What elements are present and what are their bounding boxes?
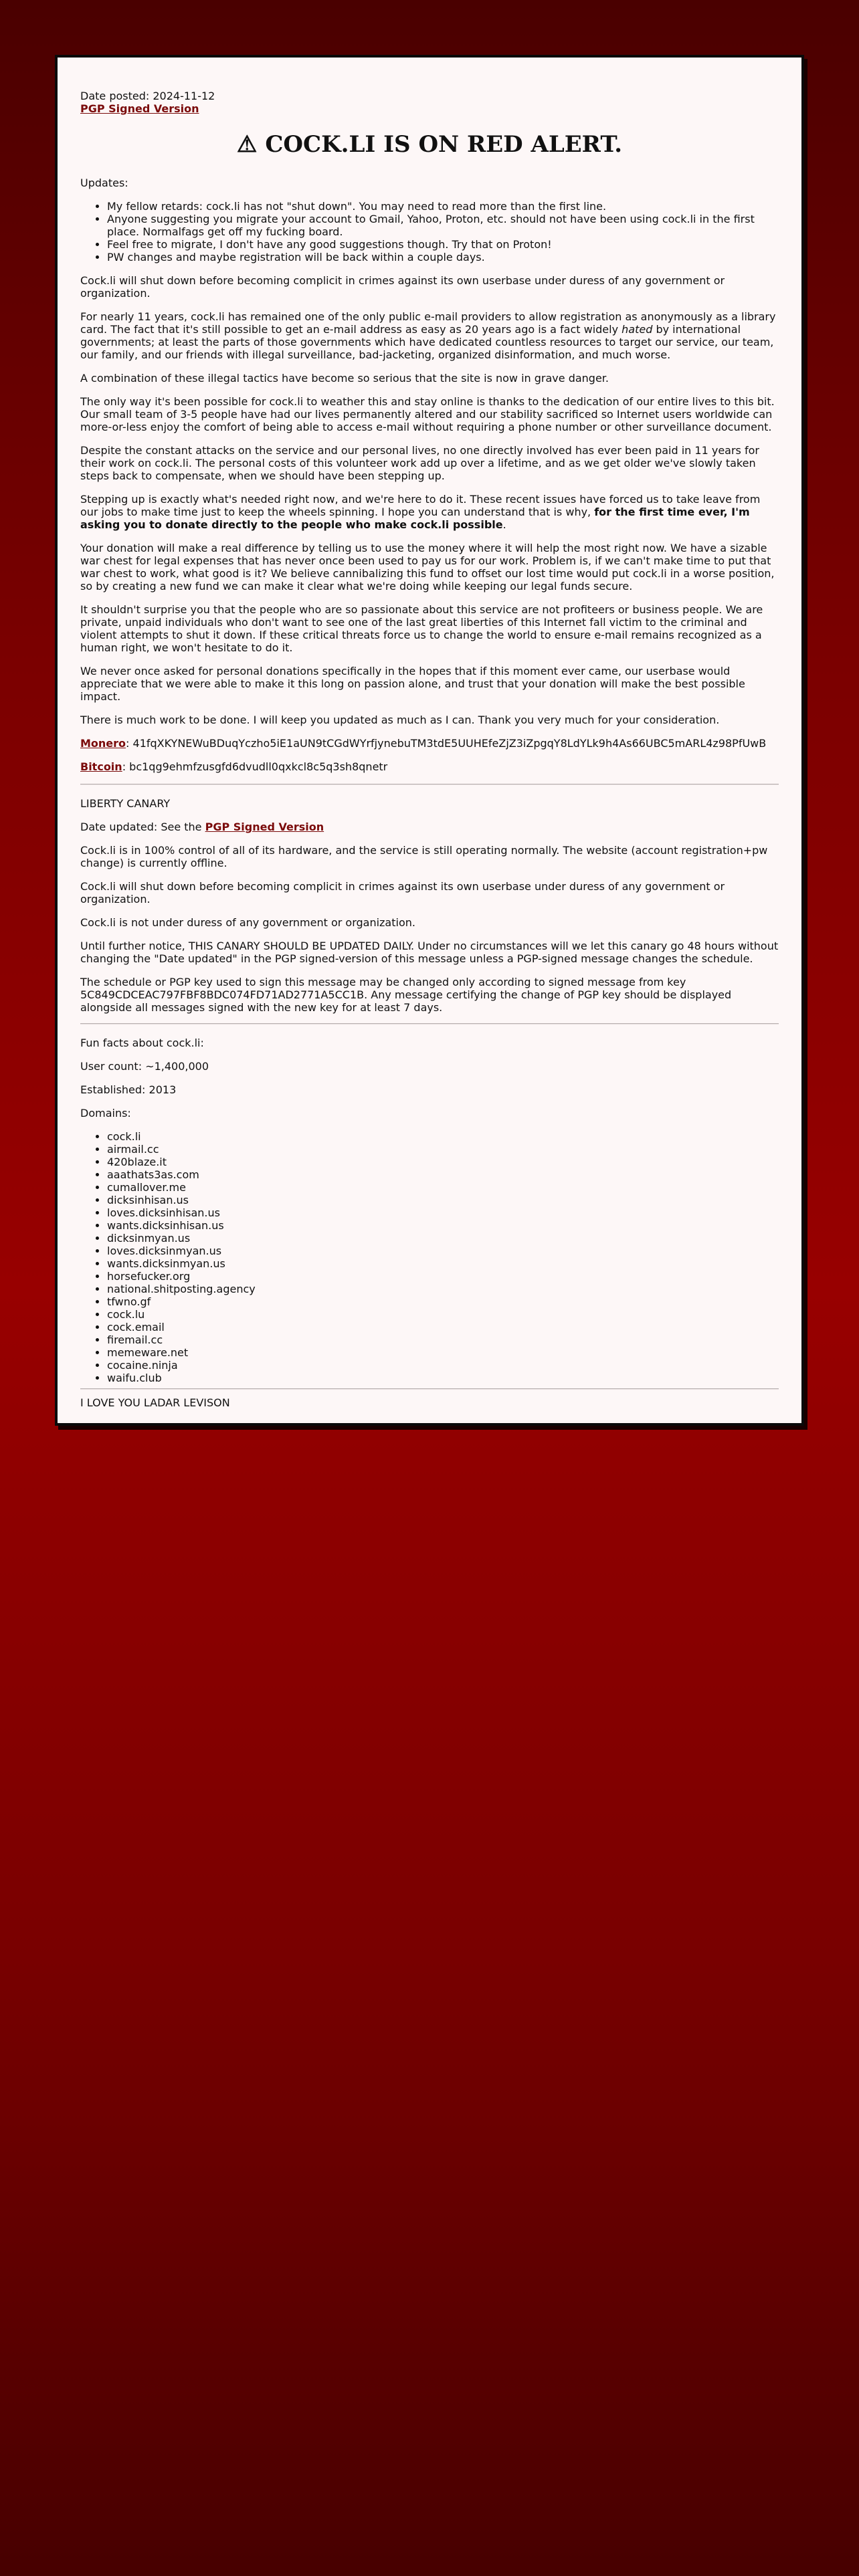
body-paragraph: Cock.li will shut down before becoming complicit in crimes against its own userbase under duress of any government or organization.	[80, 274, 725, 300]
domain-item: • memeware.net	[107, 1346, 779, 1359]
canary-paragraph: The schedule or PGP key used to sign this message may be changed only according to signed message from key 5C849CDCEAC797FBF8BDC074FD71AD2771A5CC1B. Any message certifying the change of PGP key should be displayed alongside all messages signed with the new key for at least 7 days.	[80, 976, 732, 1014]
canary-paragraph: Cock.li is in 100% control of all of its hardware, and the service is still operating normally. The website (account registration+pw change) is currently offline.	[80, 844, 768, 869]
body-text: by international governments; at least the parts of those governments which have dedicated countless resources to target our service, our team, our family, and our friends with illegal surveillance, bad-jacketing, organized disinformation, and much worse.	[80, 323, 774, 361]
domain-item: • horsefucker.org	[107, 1270, 779, 1283]
canary-paragraph: Cock.li is not under duress of any government or organization.	[80, 916, 415, 929]
canary-pgp-link[interactable]: PGP Signed Version	[205, 821, 324, 833]
updates-heading: Updates:	[80, 177, 128, 189]
domain-item: • airmail.cc	[107, 1143, 779, 1156]
user-count: User count: ~1,400,000	[80, 1060, 209, 1073]
donation-request-text: for the first time ever, I'm asking you to donate directly to the people who make cock.li possible	[80, 506, 750, 531]
update-item: • My fellow retards: cock.li has not "shut down". You may need to read more than the first line.	[107, 200, 779, 213]
domains-list	[80, 1130, 779, 1384]
bitcoin-donation	[80, 760, 779, 773]
body-paragraph: There is much work to be done. I will keep you updated as much as I can. Thank you very much for your consideration.	[80, 714, 720, 726]
body-paragraph	[80, 310, 779, 361]
monero-address: : 41fqXKYNEWuBDuqYczho5iE1aUN9tCGdWYrfjynebuTM3tdE5UUHEfeZjZ3iZpgqY8LdYLk9h4As66UBC5mARL4z98PfUwB	[126, 737, 767, 750]
domain-item: • aaathats3as.com	[107, 1168, 779, 1181]
section-divider	[80, 1388, 779, 1390]
date-posted: Date posted: 2024-11-12	[80, 90, 215, 102]
content-card	[55, 55, 804, 1426]
domain-item: • cock.lu	[107, 1308, 779, 1321]
section-divider	[80, 784, 779, 785]
domain-item: • cock.li	[107, 1130, 779, 1143]
domain-item: • national.shitposting.agency	[107, 1283, 779, 1295]
updates-list	[80, 200, 779, 263]
body-paragraph: The only way it's been possible for cock.li to weather this and stay online is thanks to the dedication of our entire lives to this bit. Our small team of 3-5 people have had our lives permanently altered and our stability sacrificed so Internet users worldwide can more-or-less enjoy the comfort of being able to access e-mail without requiring a phone number or other surveillance document.	[80, 395, 775, 433]
body-paragraph: We never once asked for personal donations specifically in the hopes that if this moment ever came, our userbase would appreciate that we were able to make it this long on passion alone, and trust that your donation will make the best possible impact.	[80, 665, 745, 703]
canary-date-text: Date updated: See the	[80, 821, 205, 833]
monero-donation	[80, 737, 779, 750]
page-title-text: COCK.LI IS ON RED ALERT.	[265, 131, 623, 158]
domain-item: • 420blaze.it	[107, 1156, 779, 1168]
canary-paragraph: Until further notice, THIS CANARY SHOULD BE UPDATED DAILY. Under no circumstances will we let this canary go 48 hours without changing the "Date updated" in the PGP signed-version of this message unless a PGP-signed message changes the schedule.	[80, 940, 779, 965]
pgp-signed-link[interactable]: PGP Signed Version	[80, 102, 199, 115]
domain-item: • cock.email	[107, 1321, 779, 1333]
monero-link[interactable]: Monero	[80, 737, 126, 750]
domain-item: • cocaine.ninja	[107, 1359, 779, 1372]
body-paragraph: Despite the constant attacks on the service and our personal lives, no one directly involved has ever been paid in 11 years for their work on cock.li. The personal costs of this volunteer work add up over a lifetime, and as we get older we've slowly taken steps back to compensate, when we should have been stepping up.	[80, 444, 759, 482]
section-divider	[80, 1023, 779, 1025]
domain-item: • wants.dicksinhisan.us	[107, 1219, 779, 1232]
body-text: .	[502, 518, 506, 531]
body-text: For nearly 11 years, cock.li has remained one of the only public e-mail providers to allow registration as anonymously as a library card. The fact that it's still possible to get an e-mail address as easy as 20 years ago is a fact widely	[80, 310, 776, 336]
body-paragraph: Your donation will make a real difference by telling us to use the money where it will help the most right now. We have a sizable war chest for legal expenses that has never once been used to pay us for our work. Problem is, if we can't make time to put that war chest to work, what good is it? We believe cannibalizing this fund to offset our lost time would put cock.li in a worse position, so by creating a new fund we can make it clear what we're doing while keeping our legal funds secure.	[80, 542, 775, 593]
body-paragraph: A combination of these illegal tactics have become so serious that the site is now in grave danger.	[80, 372, 609, 385]
domain-item: • dicksinhisan.us	[107, 1194, 779, 1206]
page-title	[80, 130, 779, 159]
canary-heading: LIBERTY CANARY	[80, 797, 171, 810]
warning-icon: ⚠	[236, 131, 258, 158]
bitcoin-link[interactable]: Bitcoin	[80, 760, 122, 773]
domain-item: • firemail.cc	[107, 1333, 779, 1346]
body-paragraph: It shouldn't surprise you that the people who are so passionate about this service are not profiteers or business people. We are private, unpaid individuals who don't want to see one of the last great liberties of this Internet fall victim to the criminal and violent attempts to shut it down. If these critical threats force us to change the world to ensure e-mail remains recognized as a human right, we won't hesitate to do it.	[80, 603, 763, 654]
domain-item: • waifu.club	[107, 1372, 779, 1384]
update-item: • PW changes and maybe registration will be back within a couple days.	[107, 251, 779, 263]
body-paragraph	[80, 493, 779, 531]
canary-paragraph: Cock.li will shut down before becoming complicit in crimes against its own userbase under duress of any government or organization.	[80, 880, 725, 905]
bitcoin-address: : bc1qg9ehmfzusgfd6dvudll0qxkcl8c5q3sh8qnetr	[122, 760, 388, 773]
domain-item: • cumallover.me	[107, 1181, 779, 1194]
facts-heading: Fun facts about cock.li:	[80, 1037, 204, 1049]
domain-item: • dicksinmyan.us	[107, 1232, 779, 1245]
canary-date-updated	[80, 821, 779, 833]
established-year: Established: 2013	[80, 1083, 177, 1096]
domain-item: • wants.dicksinmyan.us	[107, 1257, 779, 1270]
footer-text: I LOVE YOU LADAR LEVISON	[80, 1396, 230, 1409]
domains-heading: Domains:	[80, 1107, 131, 1119]
domain-item: • loves.dicksinmyan.us	[107, 1245, 779, 1257]
body-text: Stepping up is exactly what's needed right now, and we're here to do it. These recent issues have forced us to take leave from our jobs to make time just to keep the wheels spinning. I hope you can understand that is why,	[80, 493, 761, 518]
domain-item: • loves.dicksinhisan.us	[107, 1206, 779, 1219]
update-item: • Feel free to migrate, I don't have any good suggestions though. Try that on Proton!	[107, 238, 779, 251]
emphasis-text: hated	[622, 323, 653, 336]
domain-item: • tfwno.gf	[107, 1295, 779, 1308]
update-item: • Anyone suggesting you migrate your account to Gmail, Yahoo, Proton, etc. should not have been using cock.li in the first place. Normalfags get off my fucking board.	[107, 213, 779, 238]
